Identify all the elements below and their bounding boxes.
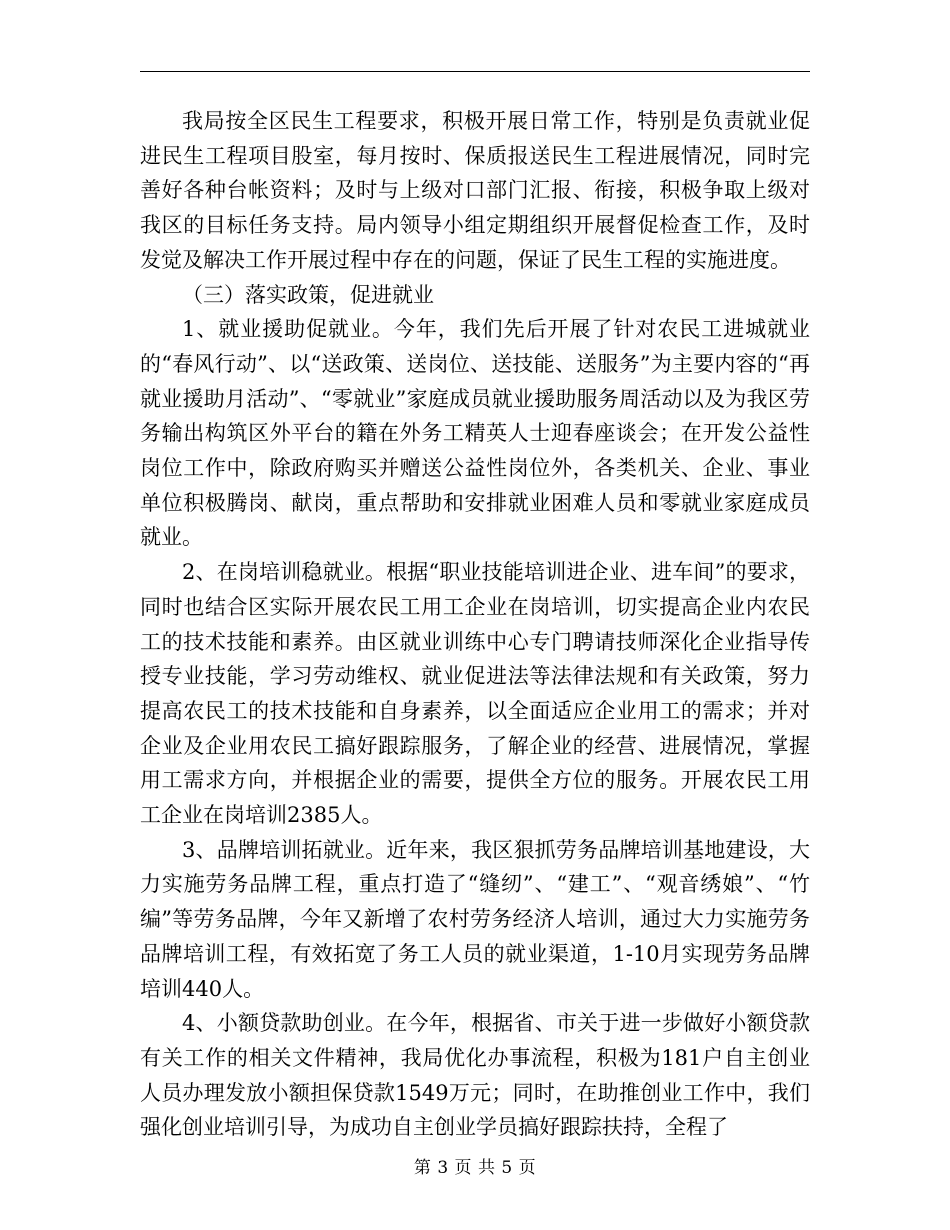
header-rule <box>140 71 810 72</box>
paragraph-microloans: 4、小额贷款助创业。在今年，根据省、市关于进一步做好小额贷款有关工作的相关文件精神，我局优化办事流程，积极为181户自主创业人员办理发放小额担保贷款1549万元；同时，在助推创业工作中，我们强化创业培训引导，为成功自主创业学员搞好跟踪扶持，全程了 <box>140 1011 810 1140</box>
document-body <box>140 104 810 1145</box>
page-number-footer: 第 3 页 共 5 页 <box>413 1158 537 1178</box>
paragraph-livelihood-work: 我局按全区民生工程要求，积极开展日常工作，特别是负责就业促进民生工程项目股室，每月按时、保质报送民生工程进展情况，同时完善好各种台帐资料；及时与上级对口部门汇报、衔接，积极争取上级对我区的目标任务支持。局内领导小组定期组织开展督促检查工作，及时发觉及解决工作开展过程中存在的问题，保证了民生工程的实施进度。 <box>140 109 810 272</box>
paragraph-onsite-training: 2、在岗培训稳就业。根据“职业技能培训进企业、进车间”的要求，同时也结合区实际开展农民工用工企业在岗培训，切实提高企业内农民工的技术技能和素养。由区就业训练中心专门聘请技师深化企业指导传授专业技能，学习劳动维权、就业促进法等法律法规和有关政策，努力提高农民工的技术技能和自身素养，以全面适应企业用工的需求；并对企业及企业用农民工搞好跟踪服务，了解企业的经营、进展情况，掌握用工需求方向，并根据企业的需要，提供全方位的服务。开展农民工用工企业在岗培训2385人。 <box>140 560 810 828</box>
paragraph-employment-assistance: 1、就业援助促就业。今年，我们先后开展了针对农民工进城就业的“春风行动”、以“送政策、送岗位、送技能、送服务”为主要内容的“再就业援助月活动”、“零就业”家庭成员就业援助服务周活动以及为我区劳务输出构筑区外平台的籍在外务工精英人士迎春座谈会；在开发公益性岗位工作中，除政府购买并赠送公益性岗位外，各类机关、企业、事业单位积极腾岗、献岗，重点帮助和安排就业困难人员和零就业家庭成员就业。 <box>140 317 810 550</box>
paragraph-brand-training: 3、品牌培训拓就业。近年来，我区狠抓劳务品牌培训基地建设，大力实施劳务品牌工程，重点打造了“缝纫”、“建工”、“观音绣娘”、“竹编”等劳务品牌，今年又新增了农村劳务经济人培训，通过大力实施劳务品牌培训工程，有效拓宽了务工人员的就业渠道，1-10月实现劳务品牌培训440人。 <box>140 837 810 1001</box>
section-heading-employment: （三）落实政策，促进就业 <box>182 282 434 307</box>
